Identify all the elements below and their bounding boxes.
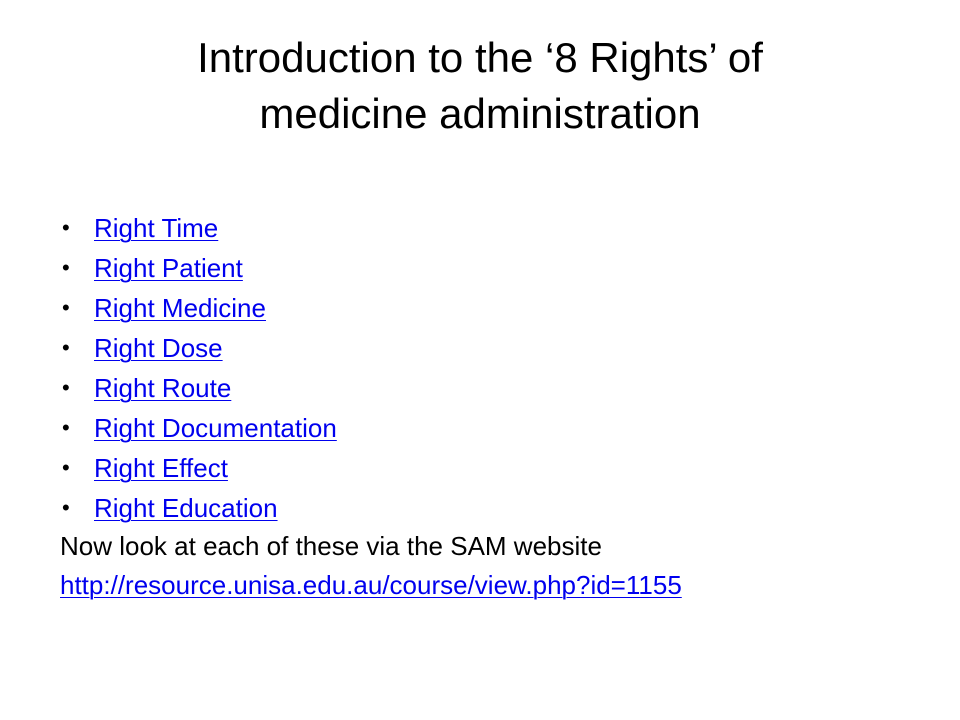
right-route-link[interactable]: Right Route bbox=[94, 373, 232, 403]
right-documentation-link[interactable]: Right Documentation bbox=[94, 413, 337, 443]
right-time-link[interactable]: Right Time bbox=[94, 213, 219, 243]
list-item-right-education bbox=[60, 488, 920, 528]
website-url-line bbox=[60, 566, 920, 604]
bullet-icon: • bbox=[62, 255, 70, 280]
bullet-icon: • bbox=[62, 335, 70, 360]
rights-list bbox=[60, 208, 920, 528]
bullet-icon: • bbox=[62, 415, 70, 440]
list-item-right-documentation bbox=[60, 408, 920, 448]
list-item-right-patient bbox=[60, 248, 920, 288]
list-item-right-time bbox=[60, 208, 920, 248]
list-item-right-dose bbox=[60, 328, 920, 368]
slide-content bbox=[60, 208, 920, 604]
list-item-right-route bbox=[60, 368, 920, 408]
bullet-icon: • bbox=[62, 215, 70, 240]
list-item-right-effect bbox=[60, 448, 920, 488]
right-patient-link[interactable]: Right Patient bbox=[94, 253, 243, 283]
sam-website-link[interactable]: http://resource.unisa.edu.au/course/view.php?id=1155 bbox=[60, 570, 682, 600]
bullet-icon: • bbox=[62, 295, 70, 320]
right-education-link[interactable]: Right Education bbox=[94, 493, 278, 523]
bullet-icon: • bbox=[62, 375, 70, 400]
bullet-icon: • bbox=[62, 455, 70, 480]
title-line-1: Introduction to the ‘8 Rights’ of bbox=[197, 34, 763, 81]
title-line-2: medicine administration bbox=[259, 90, 701, 137]
right-dose-link[interactable]: Right Dose bbox=[94, 333, 223, 363]
instruction-text: Now look at each of these via the SAM website bbox=[60, 531, 602, 561]
right-effect-link[interactable]: Right Effect bbox=[94, 453, 228, 483]
right-medicine-link[interactable]: Right Medicine bbox=[94, 293, 266, 323]
bullet-icon: • bbox=[62, 495, 70, 520]
slide-title bbox=[48, 30, 912, 142]
list-item-right-medicine bbox=[60, 288, 920, 328]
